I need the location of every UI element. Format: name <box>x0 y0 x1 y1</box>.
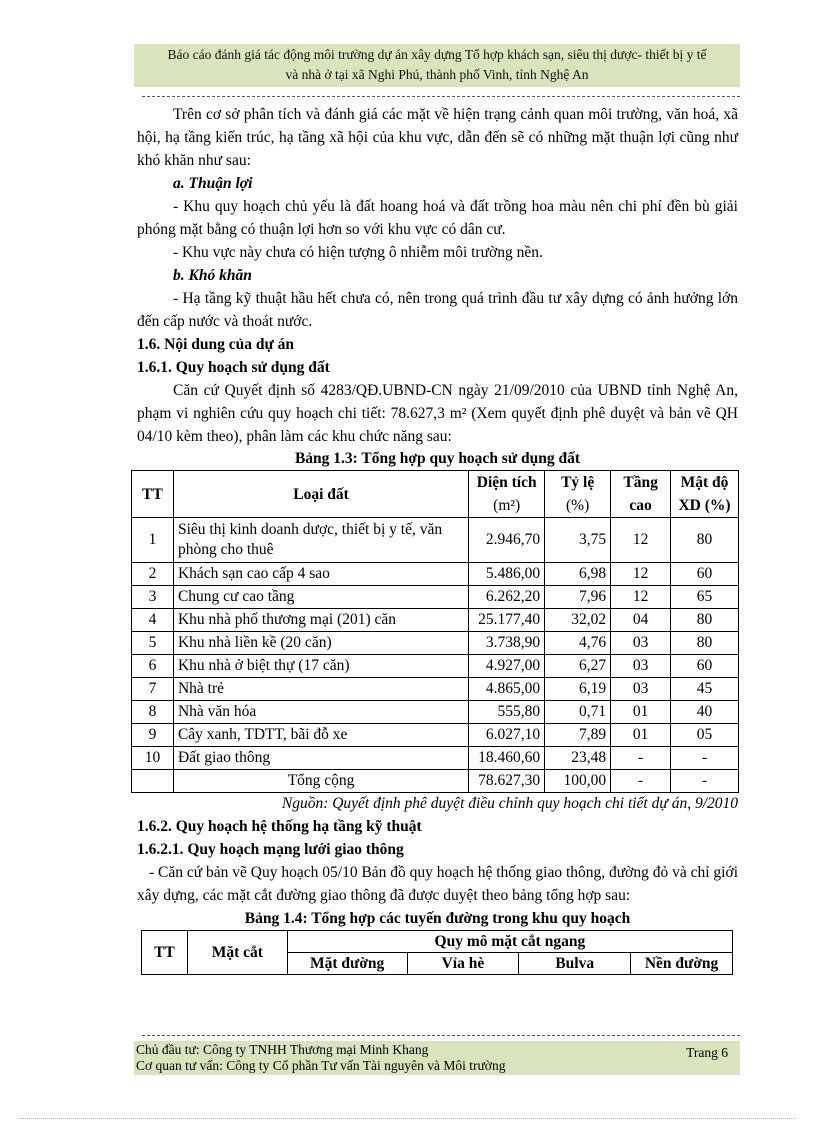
intro-paragraph: Trên cơ sở phân tích và đánh giá các mặt về hiện trạng cảnh quan môi trường, văn hoá, xã hội, hạ tầng kiến trúc, hạ tầng xã hội của khu vực, dẫn đến sẽ có những mặt thuận lợi cũng như khó khăn như sau: <box>137 106 738 169</box>
cell-tt: 3 <box>132 586 174 609</box>
road-col-tt: TT <box>142 931 188 975</box>
cell-tt: 8 <box>132 701 174 724</box>
cell-floors: 12 <box>611 563 671 586</box>
road-col-sidewalk: Vỉa hè <box>407 953 519 975</box>
cell-tt: 7 <box>132 678 174 701</box>
table-total-row <box>132 770 739 793</box>
table-1-3-source: Nguồn: Quyết định phê duyệt điều chỉnh quy hoạch chi tiết dự án, 9/2010 <box>281 795 738 812</box>
cell-tt: 6 <box>132 655 174 678</box>
total-area: 78.627,30 <box>469 770 545 793</box>
cell-floors: 03 <box>611 655 671 678</box>
cell-density: 60 <box>671 655 739 678</box>
cell-density: 45 <box>671 678 739 701</box>
road-col-section: Mặt cắt <box>187 931 287 975</box>
total-density: - <box>671 770 739 793</box>
cell-area: 5.486,00 <box>469 563 545 586</box>
footer-divider <box>142 1035 740 1036</box>
page-number: Trang 6 <box>686 1045 728 1060</box>
cell-ratio: 7,96 <box>545 586 611 609</box>
road-col-carriageway: Mặt đường <box>287 953 407 975</box>
cell-tt: 2 <box>132 563 174 586</box>
page-body <box>137 103 738 975</box>
table-1-4-caption: Bảng 1.4: Tổng hợp các tuyến đường trong khu quy hoạch <box>244 910 631 927</box>
header-line-1: Báo cáo đánh giá tác động môi trường dự án xây dựng Tổ hợp khách sạn, siêu thị dược- thiết bị y tế <box>167 47 707 62</box>
difficulty-1: - Hạ tầng kỹ thuật hầu hết chưa có, nên trong quá trình đầu tư xây dựng có ảnh hưởng lớn đến cấp nước và thoát nước. <box>137 290 738 330</box>
cell-tt: 10 <box>132 747 174 770</box>
page-footer <box>134 1041 740 1075</box>
cell-land-type: Siêu thị kinh doanh dược, thiết bị y tế, văn phòng cho thuê <box>173 518 468 563</box>
footer-owner: Chủ đầu tư: Công ty TNHH Thương mại Minh Khang <box>136 1042 429 1057</box>
cell-floors: - <box>611 747 671 770</box>
cell-ratio: 32,02 <box>545 609 611 632</box>
cell-ratio: 7,89 <box>545 724 611 747</box>
section-1-6-heading: 1.6. Nội dung của dự án <box>137 336 295 353</box>
cell-density: 60 <box>671 563 739 586</box>
cell-floors: 01 <box>611 701 671 724</box>
col-area: Diện tích (m²) <box>469 471 545 518</box>
cell-floors: 12 <box>611 586 671 609</box>
cell-ratio: 6,98 <box>545 563 611 586</box>
table-header-row <box>132 471 739 518</box>
cell-floors: 03 <box>611 632 671 655</box>
table-row <box>132 701 739 724</box>
cell-area: 2.946,70 <box>469 518 545 563</box>
land-use-table <box>131 470 739 793</box>
table-row <box>132 609 739 632</box>
table-row <box>132 747 739 770</box>
cell-land-type: Cây xanh, TDTT, bãi đỗ xe <box>173 724 468 747</box>
cell-ratio: 23,48 <box>545 747 611 770</box>
total-label: Tổng cộng <box>173 770 468 793</box>
col-land-type: Loại đất <box>173 471 468 518</box>
cell-land-type: Đất giao thông <box>173 747 468 770</box>
cell-area: 4.927,00 <box>469 655 545 678</box>
cell-density: 80 <box>671 609 739 632</box>
col-tt: TT <box>132 471 174 518</box>
table-row <box>132 518 739 563</box>
col-ratio: Tỷ lệ (%) <box>545 471 611 518</box>
cell-land-type: Khu nhà phố thương mại (201) căn <box>173 609 468 632</box>
page-bottom-border <box>20 1118 796 1119</box>
cell-area: 6.027,10 <box>469 724 545 747</box>
cell-density: 65 <box>671 586 739 609</box>
cell-land-type: Chung cư cao tầng <box>173 586 468 609</box>
cell-density: - <box>671 747 739 770</box>
cell-ratio: 6,19 <box>545 678 611 701</box>
road-col-roadbed: Nền đường <box>631 953 733 975</box>
cell-density: 40 <box>671 701 739 724</box>
cell-ratio: 4,76 <box>545 632 611 655</box>
cell-density: 05 <box>671 724 739 747</box>
cell-density: 80 <box>671 632 739 655</box>
table-row <box>132 586 739 609</box>
cell-density: 80 <box>671 518 739 563</box>
cell-land-type: Khách sạn cao cấp 4 sao <box>173 563 468 586</box>
cell-area: 25.177,40 <box>469 609 545 632</box>
header-divider <box>142 96 740 97</box>
cell-tt: 9 <box>132 724 174 747</box>
cell-floors: 03 <box>611 678 671 701</box>
cell-land-type: Nhà văn hóa <box>173 701 468 724</box>
road-table-header-1 <box>142 931 733 953</box>
advantage-2: - Khu vực này chưa có hiện tượng ô nhiễm môi trường nền. <box>173 244 543 261</box>
cell-tt: 1 <box>132 518 174 563</box>
cell-ratio: 0,71 <box>545 701 611 724</box>
table-row <box>132 655 739 678</box>
page-header <box>134 44 740 87</box>
section-1-6-1-heading: 1.6.1. Quy hoạch sử dụng đất <box>137 359 330 376</box>
cell-floors: 01 <box>611 724 671 747</box>
total-ratio: 100,00 <box>545 770 611 793</box>
cell-area: 4.865,00 <box>469 678 545 701</box>
cell-ratio: 3,75 <box>545 518 611 563</box>
col-floors: Tầng cao <box>611 471 671 518</box>
col-density: Mật độ XD (%) <box>671 471 739 518</box>
cell-tt: 5 <box>132 632 174 655</box>
cell-floors: 04 <box>611 609 671 632</box>
cell-land-type: Khu nhà liền kề (20 căn) <box>173 632 468 655</box>
table-row <box>132 632 739 655</box>
cell-land-type: Nhà trẻ <box>173 678 468 701</box>
cell-ratio: 6,27 <box>545 655 611 678</box>
land-use-paragraph: Căn cứ Quyết định số 4283/QĐ.UBND-CN ngày 21/09/2010 của UBND tỉnh Nghệ An, phạm vi nghiên cứu quy hoạch chi tiết: 78.627,3 m² (Xem quyết định phê duyệt và bản vẽ QH 04/10 kèm theo), phân làm các khu chức năng sau: <box>137 382 738 445</box>
cell-area: 18.460,60 <box>469 747 545 770</box>
cell-area: 3.738,90 <box>469 632 545 655</box>
land-use-table-body <box>132 518 739 770</box>
cell-tt: 4 <box>132 609 174 632</box>
road-col-boulevard: Bulva <box>519 953 631 975</box>
table-row <box>132 678 739 701</box>
table-row <box>132 724 739 747</box>
section-1-6-2-1-heading: 1.6.2.1. Quy hoạch mạng lưới giao thông <box>137 841 404 858</box>
cell-land-type: Khu nhà ở biệt thự (17 căn) <box>173 655 468 678</box>
road-col-scale: Quy mô mặt cắt ngang <box>287 931 732 953</box>
total-floors: - <box>611 770 671 793</box>
footer-consultant: Cơ quan tư vấn: Công ty Cổ phần Tư vấn Tài nguyên và Môi trường <box>136 1058 506 1073</box>
table-row <box>132 563 739 586</box>
difficulties-heading: b. Khó khăn <box>173 267 252 284</box>
cell-area: 6.262,20 <box>469 586 545 609</box>
advantages-heading: a. Thuận lợi <box>173 175 253 192</box>
table-1-3-caption: Bảng 1.3: Tổng hợp quy hoạch sử dụng đất <box>294 450 581 467</box>
cell-area: 555,80 <box>469 701 545 724</box>
header-line-2: và nhà ở tại xã Nghi Phú, thành phố Vinh, tỉnh Nghệ An <box>285 67 589 82</box>
road-table <box>141 930 733 975</box>
traffic-paragraph: - Căn cứ bản vẽ Quy hoạch 05/10 Bản đồ quy hoạch hệ thống giao thông, đường đỏ và chỉ giới xây dựng, các mặt cắt đường giao thông đã được duyệt theo bảng tổng hợp sau: <box>137 864 738 904</box>
cell-floors: 12 <box>611 518 671 563</box>
section-1-6-2-heading: 1.6.2. Quy hoạch hệ thống hạ tầng kỹ thuật <box>137 818 422 835</box>
advantage-1: - Khu quy hoạch chủ yếu là đất hoang hoá và đất trồng hoa màu nên chi phí đền bù giải phóng mặt bằng có thuận lợi hơn so với khu vực có dân cư. <box>137 198 738 238</box>
